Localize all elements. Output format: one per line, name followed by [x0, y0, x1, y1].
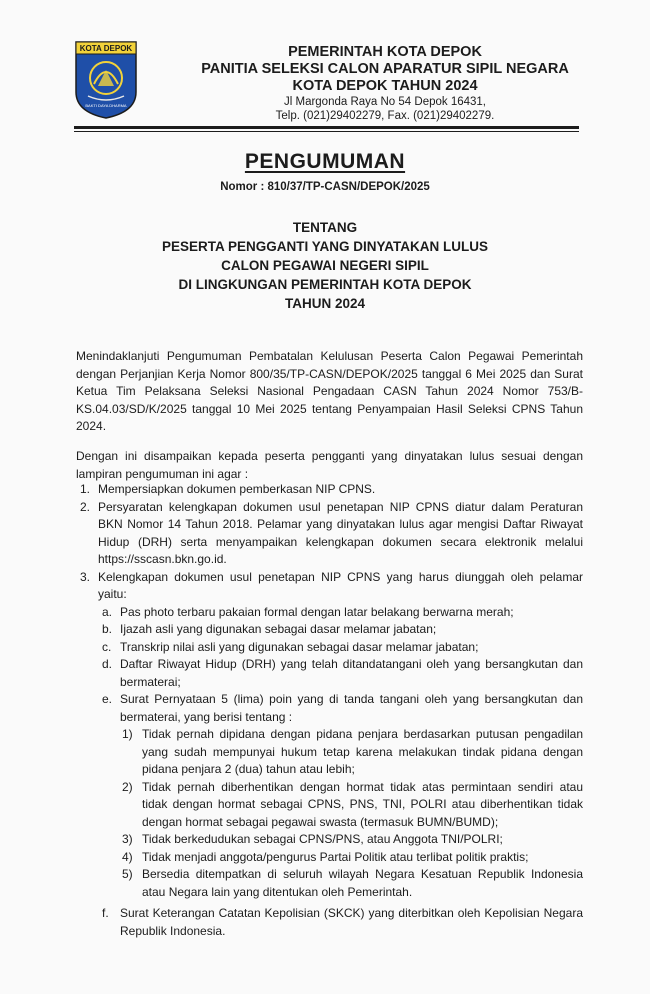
letterhead-line1: PEMERINTAH KOTA DEPOK — [288, 44, 482, 60]
statement-text: Bersedia ditempatkan di seluruh wilayah Negara Kesatuan Republik Indonesia atau Negara lain yang ditentukan oleh Pemerintah. — [142, 867, 583, 899]
statement-text: Tidak berkedudukan sebagai CPNS/PNS, atau Anggota TNI/POLRI; — [142, 832, 503, 846]
sub-list-item — [98, 656, 583, 691]
document-title — [0, 150, 650, 174]
statement-point — [120, 866, 583, 901]
list-item-text: Kelengkapan dokumen usul penetapan NIP CPNS yang harus diunggah oleh pelamar yaitu: — [98, 569, 583, 601]
instruction-paragraph: Dengan ini disampaikan kepada peserta pengganti yang dinyatakan lulus sesuai dengan lampiran pengumuman ini agar : — [76, 449, 583, 481]
statement-point — [120, 726, 583, 779]
sub-list-item-text: Surat Pernyataan 5 (lima) poin yang di tanda tangani oleh yang bersangkutan dan bermaterai, yang berisi tentang : — [120, 692, 583, 724]
list-item-text: Persyaratan kelengkapan dokumen usul penetapan NIP CPNS diatur dalam Peraturan BKN Nomor 14 Tahun 2018. Pelamar yang dinyatakan lulus agar mengisi Daftar Riwayat Hidup (DRH) serta menyampaikan kelengkapan dokumen secara elektronik melalui https://sscasn.bkn.go.id. — [98, 499, 583, 566]
sub-list-marker: a. — [102, 604, 113, 619]
sub-list-marker: e. — [102, 692, 113, 706]
subject-line4: TAHUN 2024 — [284, 296, 366, 311]
list-item-text: Mempersiapkan dokumen pemberkasan NIP CPNS. — [98, 482, 376, 496]
statement-text: Tidak menjadi anggota/pengurus Partai Politik atau terlibat politik praktis; — [142, 849, 529, 864]
list-marker: 2. — [80, 499, 91, 514]
document-title-text: PENGUMUMAN — [244, 150, 406, 173]
sub-list-marker: c. — [102, 639, 112, 654]
sub-list-marker: d. — [102, 657, 113, 671]
statement-marker: 2) — [122, 779, 133, 794]
statement-marker: 4) — [122, 849, 133, 864]
statement-point — [120, 779, 583, 832]
sub-list-item — [98, 691, 583, 726]
sub-list-item — [98, 621, 583, 639]
letterhead-divider-thick — [74, 126, 579, 129]
sub-list-item-text: Surat Keterangan Catatan Kepolisian (SKCK) yang diterbitkan oleh Kepolisian Negara Republik Indonesia. — [120, 906, 583, 938]
statement-marker: 1) — [122, 727, 133, 741]
letterhead-address: Jl Margonda Raya No 54 Depok 16431, — [283, 96, 486, 108]
letterhead-line3: KOTA DEPOK TAHUN 2024 — [292, 78, 478, 94]
sub-list-item — [98, 639, 583, 657]
subject-line2: CALON PEGAWAI NEGERI SIPIL — [221, 258, 429, 273]
statement-point — [120, 831, 583, 849]
logo-motto: BAKTI DAYA DHARMA — [85, 103, 127, 108]
subject-line1: PESERTA PENGGANTI YANG DINYATAKAN LULUS — [161, 239, 489, 254]
intro-paragraph: Menindaklanjuti Pengumuman Pembatalan Kelulusan Peserta Calon Pegawai Pemerintah dengan Perjanjian Kerja Nomor 800/35/TP-CASN/DEPOK/2025 tanggal 6 Mei 2025 dan Surat Ketua Tim Pelaksana Seleksi Nasional Pengadaan CASN Tahun 2024 Nomor 753/B-KS.04.03/SD/K/2025 tanggal 10 Mei 2025 tentang Penyampaian Hasil Seleksi CPNS Tahun 2024. — [76, 349, 583, 433]
letterhead-divider-thin — [74, 131, 579, 132]
list-item — [76, 569, 583, 604]
sub-list-item-text: Ijazah asli yang digunakan sebagai dasar melamar jabatan; — [120, 622, 437, 636]
letterhead-line2: PANITIA SELEKSI CALON APARATUR SIPIL NEGARA — [201, 61, 569, 77]
subject-block — [0, 218, 650, 313]
sub-list-item-text: Daftar Riwayat Hidup (DRH) yang telah ditandatangani oleh yang bersangkutan dan bermaterai; — [120, 657, 583, 689]
document-number: Nomor : 810/37/TP-CASN/DEPOK/2025 — [220, 181, 430, 193]
statement-point — [120, 849, 583, 867]
sub-list-item-text: Pas photo terbaru pakaian formal dengan latar belakang berwarna merah; — [120, 604, 514, 619]
letterhead-phone: Telp. (021)29402279, Fax. (021)29402279. — [275, 110, 495, 122]
subject-label: TENTANG — [292, 220, 358, 235]
sub-list-marker: b. — [102, 622, 113, 636]
sub-list-item — [98, 604, 583, 622]
subject-line3: DI LINGKUNGAN PEMERINTAH KOTA DEPOK — [178, 277, 472, 292]
logo-text: KOTA DEPOK — [79, 44, 133, 53]
statement-text: Tidak pernah diberhentikan dengan hormat tidak atas permintaan sendiri atau tidak dengan hormat sebagai CPNS, PNS, TNI, POLRI atau diberhentikan tidak dengan hormat sebagai pegawai swasta (termasuk BUMN/BUMD); — [142, 779, 583, 829]
letterhead — [140, 44, 630, 123]
sub-list-marker: f. — [102, 906, 109, 920]
requirements-list — [76, 481, 583, 940]
sub-list-item-text: Transkrip nilai asli yang digunakan sebagai dasar melamar jabatan; — [120, 639, 479, 654]
list-marker: 3. — [80, 569, 91, 584]
statement-marker: 5) — [122, 867, 133, 881]
list-item — [76, 481, 583, 499]
sub-list-item — [98, 905, 583, 940]
kota-depok-emblem-icon — [74, 40, 138, 120]
list-marker: 1. — [80, 482, 91, 496]
statement-text: Tidak pernah dipidana dengan pidana penjara berdasarkan putusan pengadilan yang sudah mempunyai hukum tetap karena melakukan tindak pidana dengan pidana penjara 2 (dua) tahun atau lebih; — [142, 727, 583, 776]
statement-marker: 3) — [122, 832, 133, 846]
list-item — [76, 499, 583, 569]
